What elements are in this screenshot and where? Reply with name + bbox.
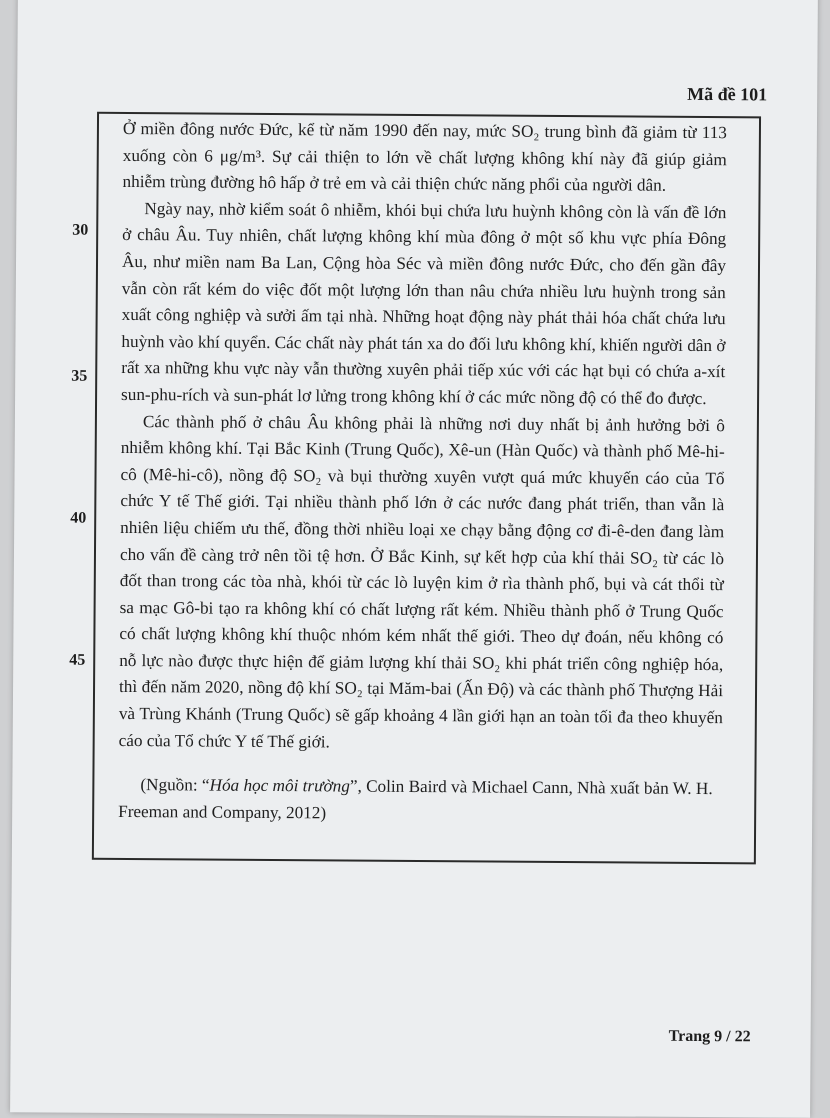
paragraph-3: Các thành phố ở châu Âu không phải là những nơi duy nhất bị ảnh hưởng bởi ô nhiễm không khí. Tại Bắc Kinh (Trung Quốc), Xê-un (Hàn Quốc) và thành phố Mê-hi-cô (Mê-hi-cô), nồng độ SO₂ và bụi thường xuyên vượt quá mức khuyến cáo của Tổ chức Y tế Thế giới. Tại nhiều thành phố lớn ở các nước đang phát triển, than vẫn là nhiên liệu chiếm ưu thế, đồng thời nhiều loại xe chạy bằng động cơ đi-ê-den đang làm cho vấn đề càng trở nên tồi tệ hơn. Ở Bắc Kinh, sự kết hợp của khí thải SO₂ từ các lò đốt than trong các tòa nhà, khói từ các lò luyện kim ở rìa thành phố, bụi và cát thổi từ sa mạc Gô-bi tạo ra không khí có chất lượng rất kém. Nhiều thành phố ở Trung Quốc có chất lượng không khí thuộc nhóm kém nhất thế giới. Theo dự đoán, nếu không có nỗ lực nào được thực hiện để giảm lượng khí thải SO₂ khi phát triển công nghiệp hóa, thì đến năm 2020, nồng độ khí SO₂ tại Măm-bai (Ấn Độ) và các thành phố Thượng Hải và Trùng Khánh (Trung Quốc) sẽ gấp khoảng 4 lần giới hạn an toàn tối đa theo khuyến cáo của Tổ chức Y tế Thế giới. (118, 411, 725, 752)
source-suffix: ”, Colin Baird và Michael Cann, Nhà xuất bản W. H. Freeman and Company, 2012) (118, 776, 713, 823)
exam-code: Mã đề 101 (687, 83, 768, 105)
source-citation (118, 772, 722, 829)
page-number: Trang 9 / 22 (668, 1027, 751, 1046)
line-number-40: 40 (70, 509, 87, 527)
line-number-30: 30 (72, 221, 89, 239)
passage-text (118, 116, 727, 830)
source-title: Hóa học môi trường (209, 775, 350, 796)
paragraph-1: Ở miền đông nước Đức, kể từ năm 1990 đến nay, mức SO₂ trung bình đã giảm từ 113 xuống còn 6 μg/m³. Sự cải thiện to lớn về chất lượng không khí này đã giúp giảm nhiễm trùng đường hô hấp ở trẻ em và cải thiện chức năng phổi của người dân. (122, 118, 728, 195)
source-prefix: (Nguồn: “ (140, 775, 210, 795)
paragraph-2: Ngày nay, nhờ kiểm soát ô nhiễm, khói bụi chứa lưu huỳnh không còn là vấn đề lớn ở châu Âu. Tuy nhiên, chất lượng không khí mùa đông ở một số khu vực phía Đông Âu, như miền nam Ba Lan, Cộng hòa Séc và miền đông nước Đức, cho đến gần đây vẫn còn rất kém do việc đốt một lượng lớn than nâu chứa nhiều lưu huỳnh trong sản xuất công nghiệp và sưởi ấm tại nhà. Những hoạt động này phát thải hóa chất chứa lưu huỳnh vào khí quyển. Các chất này phát tán xa do đối lưu không khí, khiến người dân ở rất xa những khu vực này vẫn thường xuyên phải tiếp xúc với các hạt bụi có chứa a-xít sun-phu-rích và sun-phát lơ lửng trong không khí ở các mức nồng độ có thể đo được. (121, 198, 727, 408)
line-number-35: 35 (71, 367, 88, 385)
exam-page (10, 0, 818, 1118)
line-number-45: 45 (69, 651, 86, 669)
